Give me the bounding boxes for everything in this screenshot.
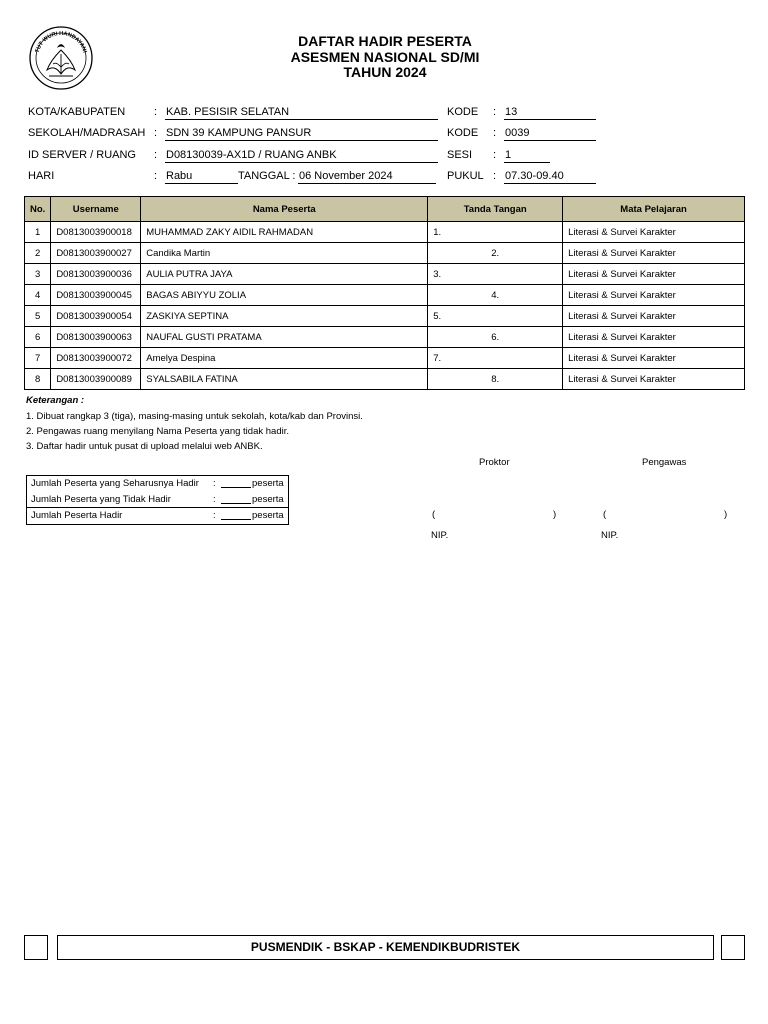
cell-tanda-tangan: 1. xyxy=(428,222,563,243)
pengawas-label: Pengawas xyxy=(642,457,687,468)
cell-username: D0813003900054 xyxy=(51,306,141,327)
participant-table xyxy=(24,196,745,390)
colon: : xyxy=(493,106,497,118)
cell-no: 4 xyxy=(25,285,51,306)
col-header-tanda-tangan: Tanda Tangan xyxy=(428,197,563,222)
summary-colon: : xyxy=(213,493,216,505)
table-row xyxy=(25,369,745,390)
col-header-nama: Nama Peserta xyxy=(141,197,428,222)
summary-row xyxy=(27,507,288,524)
kode2-label: KODE xyxy=(447,127,479,139)
cell-nama: Amelya Despina xyxy=(141,348,428,369)
pukul-value: 07.30-09.40 xyxy=(504,170,596,184)
table-row xyxy=(25,222,745,243)
colon: : xyxy=(154,149,158,161)
cell-mata-pelajaran: Literasi & Survei Karakter xyxy=(563,285,745,306)
cell-username: D0813003900036 xyxy=(51,264,141,285)
cell-tanda-tangan: 5. xyxy=(428,306,563,327)
summary-unit: peserta xyxy=(252,493,284,505)
proktor-label: Proktor xyxy=(479,457,510,468)
summary-unit: peserta xyxy=(252,478,284,489)
cell-no: 3 xyxy=(25,264,51,285)
kode1-label: KODE xyxy=(447,106,479,118)
cell-no: 5 xyxy=(25,306,51,327)
footer-left-box xyxy=(24,935,48,960)
tanggal-value: 06 November 2024 xyxy=(298,170,436,184)
title-line-1: DAFTAR HADIR PESERTA xyxy=(298,33,472,49)
cell-tanda-tangan: 8. xyxy=(428,369,563,390)
server-label: ID SERVER / RUANG xyxy=(28,149,136,161)
colon: : xyxy=(493,170,497,182)
info-row-hari xyxy=(0,170,768,186)
table-row xyxy=(25,348,745,369)
document-title xyxy=(200,34,570,81)
cell-mata-pelajaran: Literasi & Survei Karakter xyxy=(563,306,745,327)
keterangan-item: 2. Pengawas ruang menyilang Nama Peserta yang tidak hadir. xyxy=(26,426,289,437)
sesi-label: SESI xyxy=(447,149,473,161)
summary-label: Jumlah Peserta yang Tidak Hadir xyxy=(31,493,171,505)
cell-no: 6 xyxy=(25,327,51,348)
pengawas-close-paren: ) xyxy=(724,509,728,520)
summary-unit: peserta xyxy=(252,510,284,521)
cell-mata-pelajaran: Literasi & Survei Karakter xyxy=(563,327,745,348)
cell-no: 8 xyxy=(25,369,51,390)
summary-row xyxy=(27,476,288,492)
cell-mata-pelajaran: Literasi & Survei Karakter xyxy=(563,264,745,285)
table-row xyxy=(25,243,745,264)
proktor-open-paren: ( xyxy=(432,509,436,520)
summary-blank xyxy=(221,476,251,488)
tanggal-label: TANGGAL : xyxy=(238,170,296,182)
colon: : xyxy=(154,106,158,118)
kota-value: KAB. PESISIR SELATAN xyxy=(165,106,438,120)
sesi-value: 1 xyxy=(504,149,550,163)
cell-username: D0813003900027 xyxy=(51,243,141,264)
pengawas-open-paren: ( xyxy=(603,509,607,520)
sekolah-label: SEKOLAH/MADRASAH xyxy=(28,127,146,139)
cell-username: D0813003900045 xyxy=(51,285,141,306)
colon: : xyxy=(154,127,158,139)
footer-banner: PUSMENDIK - BSKAP - KEMENDIKBUDRISTEK xyxy=(57,935,714,960)
server-value: D08130039-AX1D / RUANG ANBK xyxy=(165,149,438,163)
cell-nama: AULIA PUTRA JAYA xyxy=(141,264,428,285)
cell-tanda-tangan: 7. xyxy=(428,348,563,369)
table-header-row xyxy=(25,197,745,222)
info-row-sekolah xyxy=(0,127,768,143)
title-line-3: TAHUN 2024 xyxy=(343,64,427,80)
kode2-value: 0039 xyxy=(504,127,596,141)
cell-tanda-tangan: 4. xyxy=(428,285,563,306)
info-row-server xyxy=(0,149,768,165)
table-row xyxy=(25,264,745,285)
cell-username: D0813003900063 xyxy=(51,327,141,348)
cell-username: D0813003900072 xyxy=(51,348,141,369)
summary-row xyxy=(27,492,288,508)
proktor-nip-label: NIP. xyxy=(431,530,449,541)
info-row-kota xyxy=(0,106,768,122)
table-row xyxy=(25,285,745,306)
cell-mata-pelajaran: Literasi & Survei Karakter xyxy=(563,348,745,369)
cell-nama: BAGAS ABIYYU ZOLIA xyxy=(141,285,428,306)
keterangan-item: 3. Daftar hadir untuk pusat di upload melalui web ANBK. xyxy=(26,441,263,452)
cell-mata-pelajaran: Literasi & Survei Karakter xyxy=(563,222,745,243)
summary-colon: : xyxy=(213,510,216,521)
cell-no: 1 xyxy=(25,222,51,243)
summary-blank xyxy=(221,508,251,520)
cell-nama: MUHAMMAD ZAKY AIDIL RAHMADAN xyxy=(141,222,428,243)
colon: : xyxy=(493,127,497,139)
col-header-mata-pelajaran: Mata Pelajaran xyxy=(563,197,745,222)
colon: : xyxy=(493,149,497,161)
cell-nama: Candika Martin xyxy=(141,243,428,264)
pengawas-nip-label: NIP. xyxy=(601,530,619,541)
hari-label: HARI xyxy=(28,170,55,182)
cell-tanda-tangan: 3. xyxy=(428,264,563,285)
kota-label: KOTA/KABUPATEN xyxy=(28,106,126,118)
footer-right-box xyxy=(721,935,745,960)
cell-no: 7 xyxy=(25,348,51,369)
hari-value: Rabu xyxy=(165,170,238,184)
cell-mata-pelajaran: Literasi & Survei Karakter xyxy=(563,243,745,264)
summary-label: Jumlah Peserta Hadir xyxy=(31,510,123,521)
cell-nama: NAUFAL GUSTI PRATAMA xyxy=(141,327,428,348)
col-header-username: Username xyxy=(51,197,141,222)
summary-blank xyxy=(221,492,251,504)
sekolah-value: SDN 39 KAMPUNG PANSUR xyxy=(165,127,438,141)
kode1-value: 13 xyxy=(504,106,596,120)
summary-colon: : xyxy=(213,478,216,489)
svg-text:TUT WURI HANDAYANI: TUT WURI HANDAYANI xyxy=(34,30,88,54)
cell-tanda-tangan: 2. xyxy=(428,243,563,264)
keterangan-title: Keterangan : xyxy=(26,395,85,406)
proktor-close-paren: ) xyxy=(553,509,557,520)
cell-nama: SYALSABILA FATINA xyxy=(141,369,428,390)
pukul-label: PUKUL xyxy=(447,170,484,182)
cell-tanda-tangan: 6. xyxy=(428,327,563,348)
attendance-summary-box xyxy=(26,475,289,525)
cell-no: 2 xyxy=(25,243,51,264)
cell-username: D0813003900089 xyxy=(51,369,141,390)
cell-nama: ZASKIYA SEPTINA xyxy=(141,306,428,327)
summary-label: Jumlah Peserta yang Seharusnya Hadir xyxy=(31,478,199,489)
col-header-no: No. xyxy=(25,197,51,222)
colon: : xyxy=(154,170,158,182)
cell-username: D0813003900018 xyxy=(51,222,141,243)
table-row xyxy=(25,306,745,327)
cell-mata-pelajaran: Literasi & Survei Karakter xyxy=(563,369,745,390)
keterangan-item: 1. Dibuat rangkap 3 (tiga), masing-masing untuk sekolah, kota/kab dan Provinsi. xyxy=(26,411,363,422)
title-line-2: ASESMEN NASIONAL SD/MI xyxy=(290,48,480,65)
tut-wuri-handayani-logo xyxy=(26,26,96,90)
table-row xyxy=(25,327,745,348)
